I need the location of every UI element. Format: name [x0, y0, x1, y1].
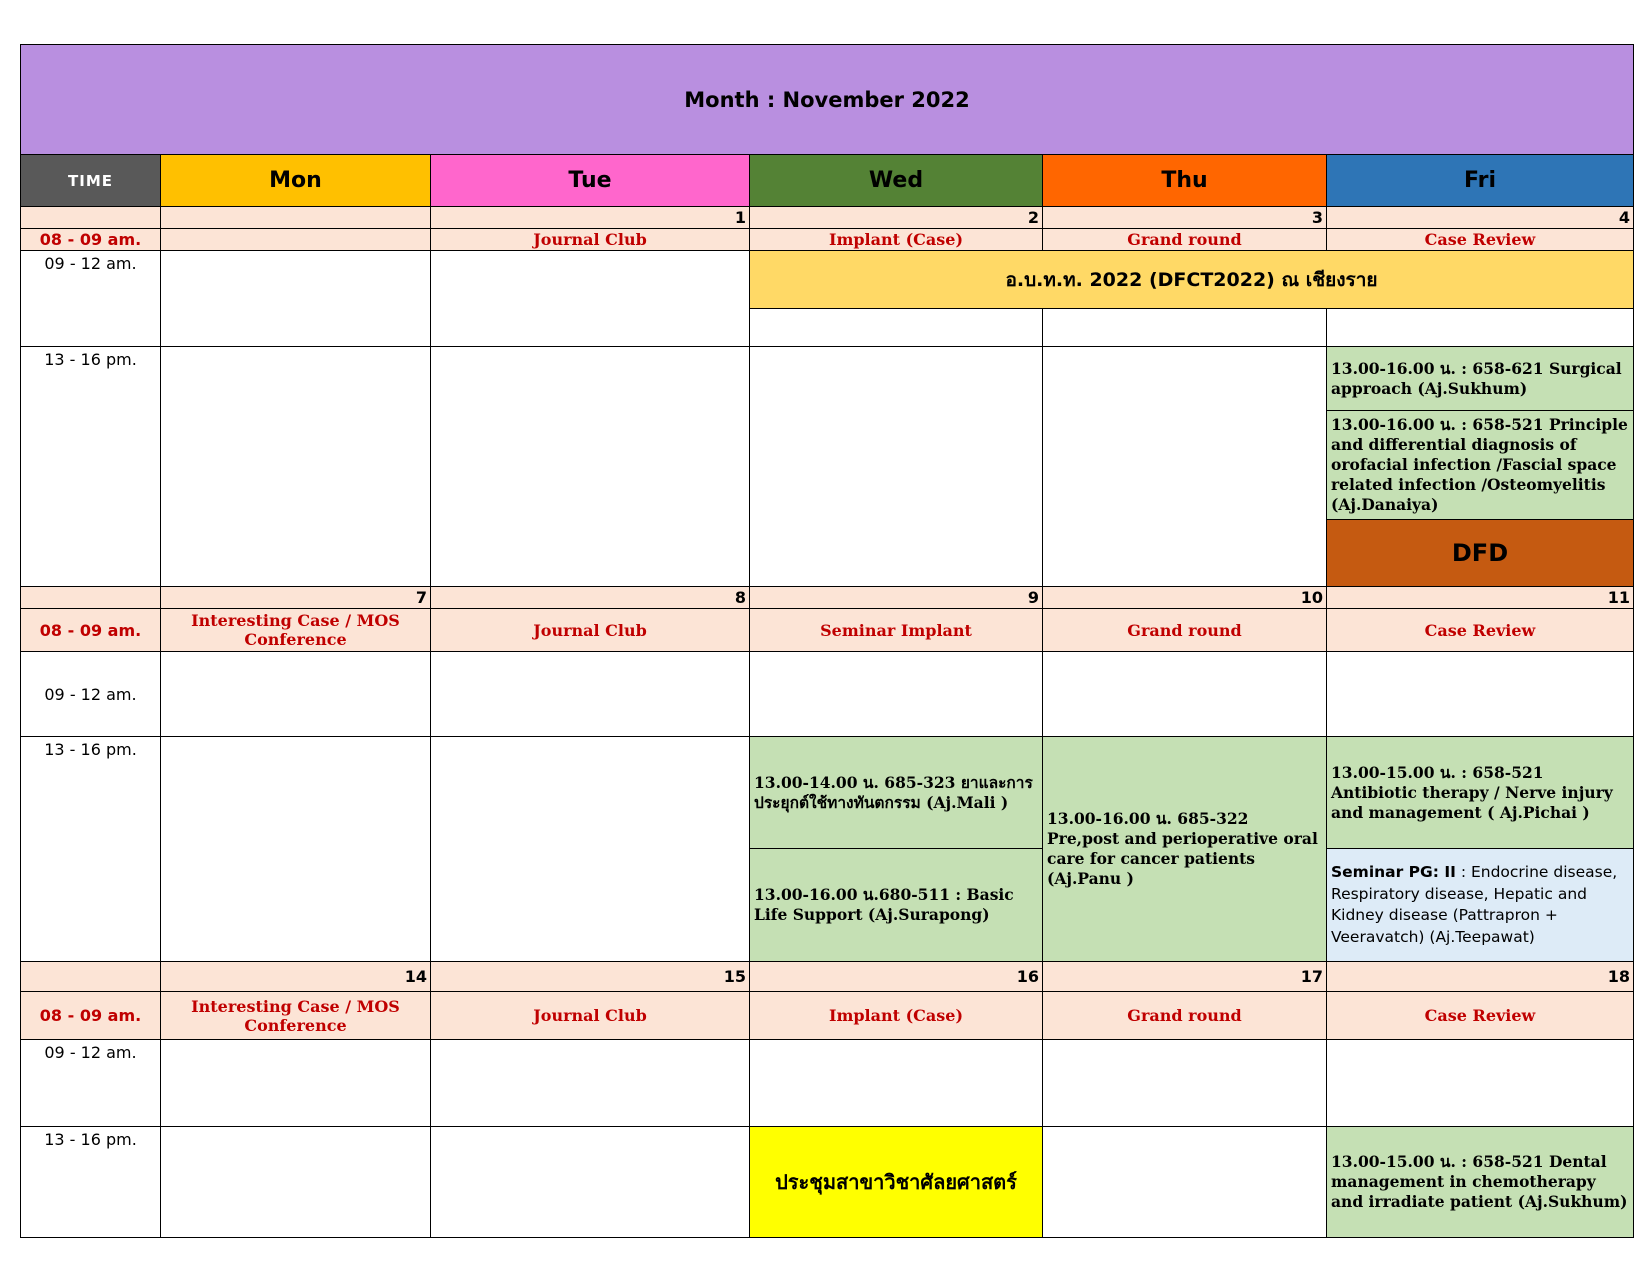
- header-mon: Mon: [161, 155, 431, 207]
- dfd-block: DFD: [1327, 520, 1634, 587]
- empty-slot: [1043, 309, 1327, 347]
- date-cell: 18: [1327, 962, 1634, 992]
- time-label: 13 - 16 pm.: [21, 347, 161, 587]
- morning-event: Case Review: [1327, 992, 1634, 1040]
- date-cell: 11: [1327, 587, 1634, 609]
- event-basic-life-support: 13.00-16.00 น.680-511 : Basic Life Support (Aj.Surapong): [750, 849, 1043, 962]
- week2-morning-row: [21, 609, 1634, 652]
- morning-event: Case Review: [1327, 609, 1634, 652]
- date-spacer: [21, 587, 161, 609]
- date-spacer: [21, 962, 161, 992]
- event-orofacial-infection: 13.00-16.00 น. : 658-521 Principle and differential diagnosis of orofacial infection /Fascial space related infection /Osteomyelitis (Aj.Danaiya): [1327, 411, 1634, 520]
- date-cell: 7: [161, 587, 431, 609]
- morning-event: Implant (Case): [750, 992, 1043, 1040]
- morning-event: Grand round: [1043, 229, 1327, 251]
- date-cell: 9: [750, 587, 1043, 609]
- empty-slot: [161, 1040, 431, 1127]
- time-label: 13 - 16 pm.: [21, 1127, 161, 1238]
- empty-slot: [431, 737, 750, 962]
- date-cell: 14: [161, 962, 431, 992]
- header-thu: Thu: [1043, 155, 1327, 207]
- time-label: 13 - 16 pm.: [21, 737, 161, 962]
- time-label: 09 - 12 am.: [21, 1040, 161, 1127]
- morning-event: Implant (Case): [750, 229, 1043, 251]
- time-label: 09 - 12 am.: [21, 652, 161, 737]
- morning-event: Journal Club: [431, 609, 750, 652]
- empty-slot: [750, 652, 1043, 737]
- time-label: 08 - 09 am.: [21, 609, 161, 652]
- date-cell: 10: [1043, 587, 1327, 609]
- schedule-table: [20, 44, 1634, 1238]
- date-cell: 17: [1043, 962, 1327, 992]
- empty-slot: [161, 652, 431, 737]
- morning-event: Journal Club: [431, 992, 750, 1040]
- morning-event: Interesting Case / MOS Conference: [161, 992, 431, 1040]
- date-cell: 15: [431, 962, 750, 992]
- date-cell: 16: [750, 962, 1043, 992]
- morning-event: Case Review: [1327, 229, 1634, 251]
- header-wed: Wed: [750, 155, 1043, 207]
- morning-event: [161, 229, 431, 251]
- empty-slot: [1327, 652, 1634, 737]
- empty-slot: [161, 737, 431, 962]
- time-label: 08 - 09 am.: [21, 992, 161, 1040]
- date-cell: 3: [1043, 207, 1327, 229]
- empty-slot: [1043, 1040, 1327, 1127]
- week3-date-row: [21, 962, 1634, 992]
- empty-slot: [1043, 652, 1327, 737]
- event-antibiotic-therapy: 13.00-15.00 น. : 658-521 Antibiotic therapy / Nerve injury and management ( Aj.Pichai ): [1327, 737, 1634, 849]
- seminar-pg-label: Seminar PG: II: [1331, 863, 1456, 881]
- empty-slot: [431, 1127, 750, 1238]
- date-spacer: [21, 207, 161, 229]
- month-title: Month : November 2022: [21, 45, 1634, 155]
- week1-morning-row: [21, 229, 1634, 251]
- event-surgery-meeting: ประชุมสาขาวิชาศัลยศาสตร์: [750, 1127, 1043, 1238]
- date-cell: 2: [750, 207, 1043, 229]
- week3-morning-row: [21, 992, 1634, 1040]
- date-cell: 1: [431, 207, 750, 229]
- morning-event: Journal Club: [431, 229, 750, 251]
- event-seminar-pg: [1327, 849, 1634, 962]
- week1-date-row: [21, 207, 1634, 229]
- header-tue: Tue: [431, 155, 750, 207]
- empty-slot: [750, 309, 1043, 347]
- empty-slot: [431, 652, 750, 737]
- header-time: TIME: [21, 155, 161, 207]
- empty-slot: [1043, 347, 1327, 587]
- empty-slot: [1043, 1127, 1327, 1238]
- empty-slot: [750, 347, 1043, 587]
- date-cell: [161, 207, 431, 229]
- morning-event: Grand round: [1043, 609, 1327, 652]
- time-label: 09 - 12 am.: [21, 251, 161, 347]
- empty-slot: [431, 347, 750, 587]
- morning-event: Grand round: [1043, 992, 1327, 1040]
- event-surgical-approach: 13.00-16.00 น. : 658-621 Surgical approach (Aj.Sukhum): [1327, 347, 1634, 411]
- empty-slot: [431, 1040, 750, 1127]
- morning-event: Seminar Implant: [750, 609, 1043, 652]
- empty-slot: [1327, 309, 1634, 347]
- time-label: 08 - 09 am.: [21, 229, 161, 251]
- header-fri: Fri: [1327, 155, 1634, 207]
- date-cell: 4: [1327, 207, 1634, 229]
- seminar-pg-detail: : Endocrine disease, Respiratory disease, Hepatic and Kidney disease (Pattrapron + Veeravatch) (Aj.Teepawat): [1331, 863, 1618, 946]
- date-cell: 8: [431, 587, 750, 609]
- dfct-banner: อ.บ.ท.ท. 2022 (DFCT2022) ณ เชียงราย: [750, 251, 1634, 309]
- empty-slot: [161, 347, 431, 587]
- empty-slot: [431, 251, 750, 347]
- empty-slot: [750, 1040, 1043, 1127]
- week2-date-row: [21, 587, 1634, 609]
- empty-slot: [1327, 1040, 1634, 1127]
- morning-event: Interesting Case / MOS Conference: [161, 609, 431, 652]
- empty-slot: [161, 1127, 431, 1238]
- empty-slot: [161, 251, 431, 347]
- event-chemotherapy-management: 13.00-15.00 น. : 658-521 Dental management in chemotherapy and irradiate patient (Aj.Sukhum): [1327, 1127, 1634, 1238]
- event-cancer-oral-care: 13.00-16.00 น. 685-322 Pre,post and perioperative oral care for cancer patients (Aj.Panu ): [1043, 737, 1327, 962]
- event-dental-pharmacology: 13.00-14.00 น. 685-323 ยาและการประยุกต์ใช้ทางทันตกรรม (Aj.Mali ): [750, 737, 1043, 849]
